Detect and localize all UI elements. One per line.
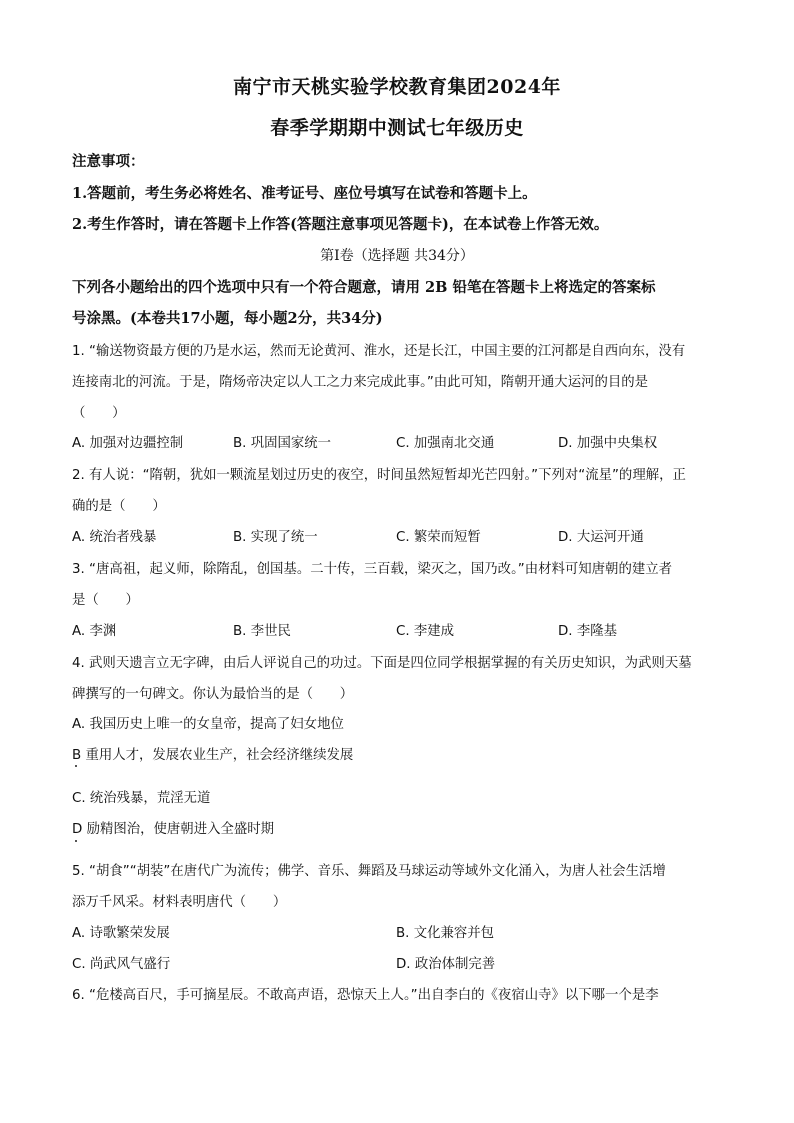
question-4-option-c: C. 统治残暴，荒淫无道 [72,791,211,806]
question-5-option-d: D. 政治体制完善 [396,957,496,972]
question-1-line-1: 1. “输送物资最方便的乃是水运，然而无论黄河、淮水，还是长江，中国主要的江河都是自西向东，没有 [72,344,686,359]
question-2-line-1: 2. 有人说：“隋朝，犹如一颗流星划过历史的夜空，时间虽然短暂却光芒四射。”下列对“流星”的理解，正 [72,468,686,483]
question-3-option-b: B. 李世民 [233,624,291,639]
question-1-option-b: B. 巩固国家统一 [233,436,332,451]
exam-title-line1: 南宁市天桃实验学校教育集团2024年 [233,76,561,98]
question-5-option-c: C. 尚武风气盛行 [72,957,171,972]
question-3-option-c: C. 李建成 [396,624,455,639]
section-instruction-line2: 号涂黑。(本卷共17小题，每小题2分，共34分) [72,310,383,327]
question-2-option-d: D. 大运河开通 [558,530,644,545]
question-4-option-a: A. 我国历史上唯一的女皇帝，提高了妇女地位 [72,717,344,732]
question-3-line-2: 是（ ） [72,593,139,608]
section-instruction-line1: 下列各小题给出的四个选项中只有一个符合题意，请用 2B 铅笔在答题卡上将选定的答案标 [72,279,656,296]
question-5-option-b: B. 文化兼容并包 [396,926,495,941]
question-4-option-d: D 励精图治，使唐朝进入全盛时期 [72,822,275,837]
section-title: 第Ⅰ卷（选择题 共34分） [320,248,474,264]
scan-dot [75,840,77,842]
question-1-line-2: 连接南北的河流。于是，隋炀帝决定以人工之力来完成此事。”由此可知，隋朝开通大运河的目的是 [72,375,649,390]
question-2-option-c: C. 繁荣而短暂 [396,530,481,545]
question-1-option-a: A. 加强对边疆控制 [72,436,184,451]
question-2-option-b: B. 实现了统一 [233,530,318,545]
question-2-option-a: A. 统治者残暴 [72,530,157,545]
question-4-line-1: 4. 武则天遗言立无字碑，由后人评说自己的功过。下面是四位同学根据掌握的有关历史知识，为武则天墓 [72,656,692,671]
question-1-line-3: （ ） [72,406,126,421]
exam-title-line2: 春季学期期中测试七年级历史 [270,117,524,139]
scan-dot [75,765,77,767]
notice-item-1: 1.答题前，考生务必将姓名、准考证号、座位号填写在试卷和答题卡上。 [72,185,537,202]
question-1-option-c: C. 加强南北交通 [396,436,495,451]
question-4-option-b: B 重用人才，发展农业生产，社会经济继续发展 [72,748,354,763]
question-2-line-2: 确的是（ ） [72,499,166,514]
question-5-line-2: 添万千风采。材料表明唐代（ ） [72,895,287,910]
notice-heading: 注意事项： [72,153,145,170]
question-3-option-a: A. 李渊 [72,624,117,639]
question-3-line-1: 3. “唐高祖，起义师，除隋乱，创国基。二十传，三百载，梁灭之，国乃改。”由材料可知唐朝的建立者 [72,562,673,577]
question-6-line-1: 6. “危楼高百尺，手可摘星辰。不敢高声语，恐惊天上人。”出自李白的《夜宿山寺》以下哪一个是李 [72,988,659,1003]
question-3-option-d: D. 李隆基 [558,624,617,639]
notice-item-2: 2.考生作答时，请在答题卡上作答(答题注意事项见答题卡)，在本试卷上作答无效。 [72,216,609,233]
question-5-line-1: 5. “胡食”“胡装”在唐代广为流传；佛学、音乐、舞蹈及马球运动等域外文化涌入，为唐人社会生活增 [72,864,666,879]
question-4-line-2: 碑撰写的一句碑文。你认为最恰当的是（ ） [72,687,354,702]
question-5-option-a: A. 诗歌繁荣发展 [72,926,170,941]
question-1-option-d: D. 加强中央集权 [558,436,658,451]
